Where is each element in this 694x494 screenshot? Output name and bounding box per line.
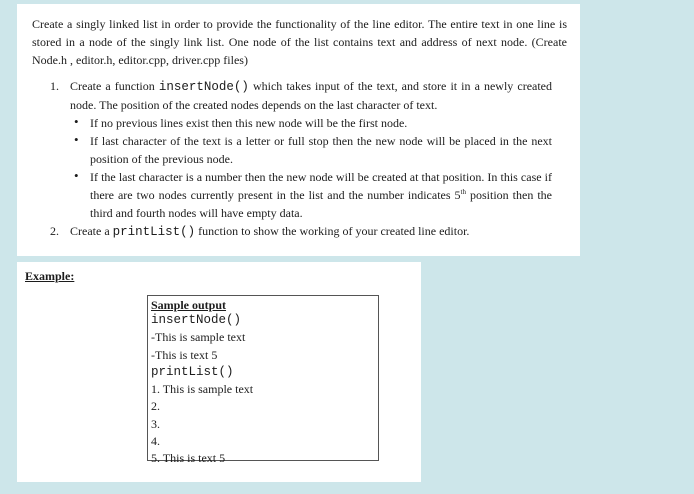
task-item-2: [32, 222, 552, 241]
rule-item: • If last character of the text is a letter or full stop then the new node will be placed in the next position of the previous node.: [74, 132, 552, 166]
rule-item: • If no previous lines exist then this new node will be the first node.: [74, 114, 408, 130]
example-card: [17, 262, 421, 482]
sample-output-box: [147, 295, 379, 466]
bullet-icon: •: [74, 114, 79, 129]
task-text: Create a printList() function to show the working of your created line editor.: [70, 224, 470, 239]
sample-output-line: -This is text 5: [151, 347, 218, 362]
rule-item: • If the last character is a number then the new node will be created at that position. In this case if there are two nodes currently present in the list and the number indicates 5th position then the third and fourth nodes will have empty data.: [74, 168, 552, 220]
code-printlist: printList(): [112, 225, 196, 239]
task-text: Create a function insertNode() which takes input of the text, and store it in a newly created node. The position of the created nodes depends on the last character of text.: [70, 79, 552, 112]
task-number: 2.: [50, 224, 59, 238]
sample-output-line: insertNode(): [151, 313, 242, 327]
rules-list: [70, 114, 552, 222]
intro-paragraph: Create a singly linked list in order to provide the functionality of the line editor. The entire text in one line is stored in a node of the singly link list. One node of the list contains text and address of next node. (Create Node.h , editor.h, editor.cpp, driver.cpp files): [32, 17, 567, 67]
task-list: [32, 77, 552, 241]
task-card: [17, 4, 580, 256]
sample-output-line: 4.: [151, 434, 160, 449]
bullet-icon: •: [74, 168, 79, 183]
sample-output-line: 5. This is text 5: [151, 451, 226, 466]
bullet-icon: •: [74, 132, 79, 147]
sample-output-line: 2.: [151, 399, 160, 414]
task-item-1: [32, 77, 552, 222]
sample-output-line: 1. This is sample text: [151, 382, 254, 397]
sample-output-line: printList(): [151, 364, 234, 379]
sample-output-lines: [151, 312, 378, 468]
sample-output-line: 3.: [151, 416, 160, 431]
sample-output-line: -This is sample text: [151, 330, 246, 345]
sample-output-title: Sample output: [151, 298, 227, 312]
task-number: 1.: [50, 79, 59, 93]
example-heading: Example:: [25, 269, 75, 283]
code-insertnode: insertNode(): [158, 80, 249, 94]
